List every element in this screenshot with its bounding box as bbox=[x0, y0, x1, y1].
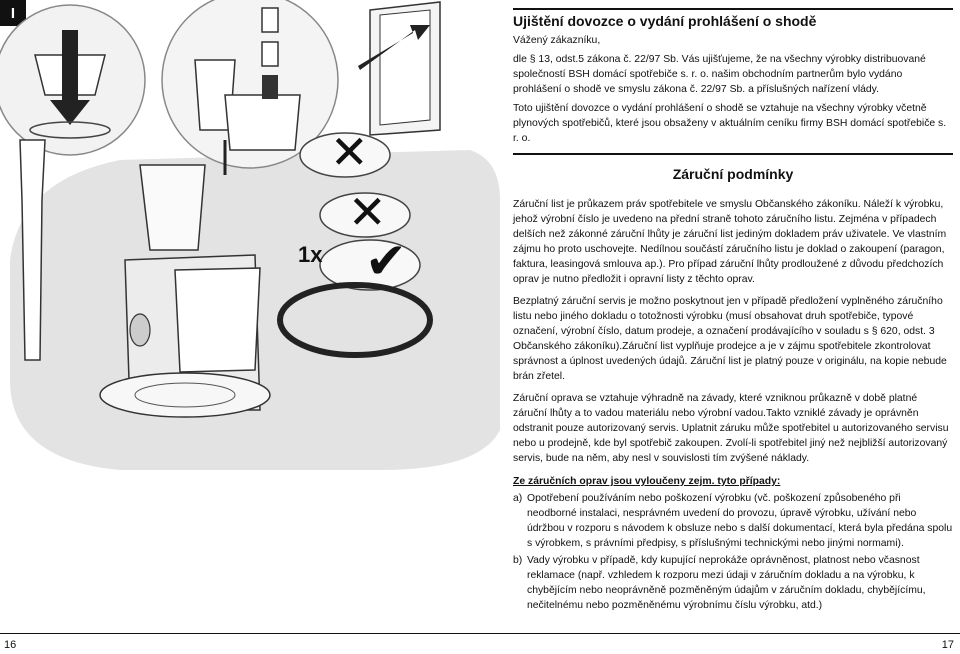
greeting: Vážený zákazníku, bbox=[513, 35, 601, 46]
warranty-paragraph-3: Záruční oprava se vztahuje výhradně na závady, které vzniknou průkazně v době platné záruční lhůty a to vadou materiálu nebo výrobní vadou.Takto vzniklé závady je oprávněn odstranit pouze autorizovaný servis. Uplatnit záruku může spotřebitel u autorizovaného servisu nebo u prodejně, kde byl spotřebič zakoupen. Zvolí-li spotřebitel jiný než nejbližší autorizovaný servis, bude na něm, aby nesl v souvislosti tím zvýšené náklady. bbox=[513, 393, 949, 464]
list-text: Opotřebení používáním nebo poškození výrobku (vč. poškození způsobeného při neodborné instalaci, nesprávném uvedení do provozu, úpravě výrobku, užívání nebo údržbou v rozporu s návodem k obsluze nebo s další dokumentací, která byla předána spolu s výrobkem, s právními předpisy, s příslušnými technickými nebo jinými normami). bbox=[527, 493, 953, 549]
processor-bowl bbox=[225, 95, 300, 150]
list-text: Vady výrobku v případě, kdy kupující neprokáže oprávněnost, platnost nebo včasnost reklamace (např. vzhledem k rozporu mezi údaji v záručním dokladu a na výrobku, k chybějícím nebo neoprávněně pozměněným údajům v záručním dokladu, chybějícímu, nečitelnému nebo pozměněnému výrobnímu číslu výrobku, atd.) bbox=[527, 555, 926, 611]
declaration-paragraph-1: dle § 13, odst.5 zákona č. 22/97 Sb. Vás ujišťujeme, že na všechny výrobky distribuované společností BSH domácí spotřebiče s. r. o. našim obchodním partnerům bylo vydáno prohlášení o shodě ve smyslu zákona č. 22/97 Sb. a příslušných nařízení vlády. bbox=[513, 54, 926, 95]
section-tab-marker: I bbox=[0, 0, 26, 26]
pusher-low bbox=[262, 75, 278, 99]
control-knob bbox=[130, 314, 150, 346]
warranty-title: Záruční podmínky bbox=[672, 166, 794, 182]
footer-rule bbox=[0, 633, 960, 634]
page-number-left: 16 bbox=[4, 639, 17, 651]
check-icon: ✔ bbox=[365, 232, 407, 290]
page-number-right: 17 bbox=[941, 639, 954, 651]
warranty-paragraph-1: Záruční list je průkazem práv spotřebitele ve smyslu Občanského zákoníku. Náleží k výrobku, jehož výrobní číslo je uvedeno na přední straně tohoto záručního listu. Zejména v případech delších než zákonné záruční lhůty je záruční list jediným dokladem práv uživatele. Ve vlastním zájmu ho proto uschovejte. Nedílnou součástí záručního listu je doklad o zakoupení (paragon, faktura, leasingová smlouva ap.). Pro případ záruční lhůty prodloužené z důvodu předchozích oprav je nutno předložit i opravní listy z těchto oprav. bbox=[513, 199, 947, 285]
list-item bbox=[513, 553, 953, 613]
declaration-paragraph-2: Toto ujištění dovozce o vydání prohlášení o shodě se vztahuje na všechny výrobky včetně plynových spotřebičů, které jsou obsaženy v aktuálním ceníku firmy BSH domácí spotřebiče s. r. o. bbox=[513, 103, 947, 144]
text-column bbox=[513, 8, 953, 613]
section-rule bbox=[513, 153, 953, 155]
cross-icon: ✕ bbox=[348, 185, 387, 239]
list-marker: b) bbox=[513, 555, 523, 566]
warranty-paragraph-2: Bezplatný záruční servis je možno poskytnout jen v případě předložení vyplněného záručního listu nebo jiného dokladu o totožnosti výrobku (musí obsahovat druh spotřebiče, typové označení, výrobní číslo, datum prodeje, a označení prodávajícího v souladu s § 620, odst. 3 Občanského zákoníku).Záruční list vyplňuje prodejce a je v zájmu spotřebitele zkontrolovat správnost a úplnost uvedených údajů. Záruční list je platný pouze v originálu, na kopie nebude brán zřetel. bbox=[513, 296, 947, 382]
appliance-bowl bbox=[175, 268, 260, 372]
bottom-plate bbox=[100, 373, 270, 417]
exclusions-title: Ze záručních oprav jsou vyloučeny zejm. tyto případy: bbox=[513, 476, 781, 487]
list-marker: a) bbox=[513, 493, 523, 504]
quantity-label: 1x bbox=[298, 242, 323, 267]
pusher-mid bbox=[262, 42, 278, 66]
cross-icon: ✕ bbox=[330, 125, 369, 179]
declaration-title: Ujištění dovozce o vydání prohlášení o shodě bbox=[513, 13, 817, 29]
blender-jug-main bbox=[140, 165, 205, 250]
pusher-top bbox=[262, 8, 278, 32]
list-item bbox=[513, 491, 953, 551]
top-rule bbox=[513, 8, 953, 10]
